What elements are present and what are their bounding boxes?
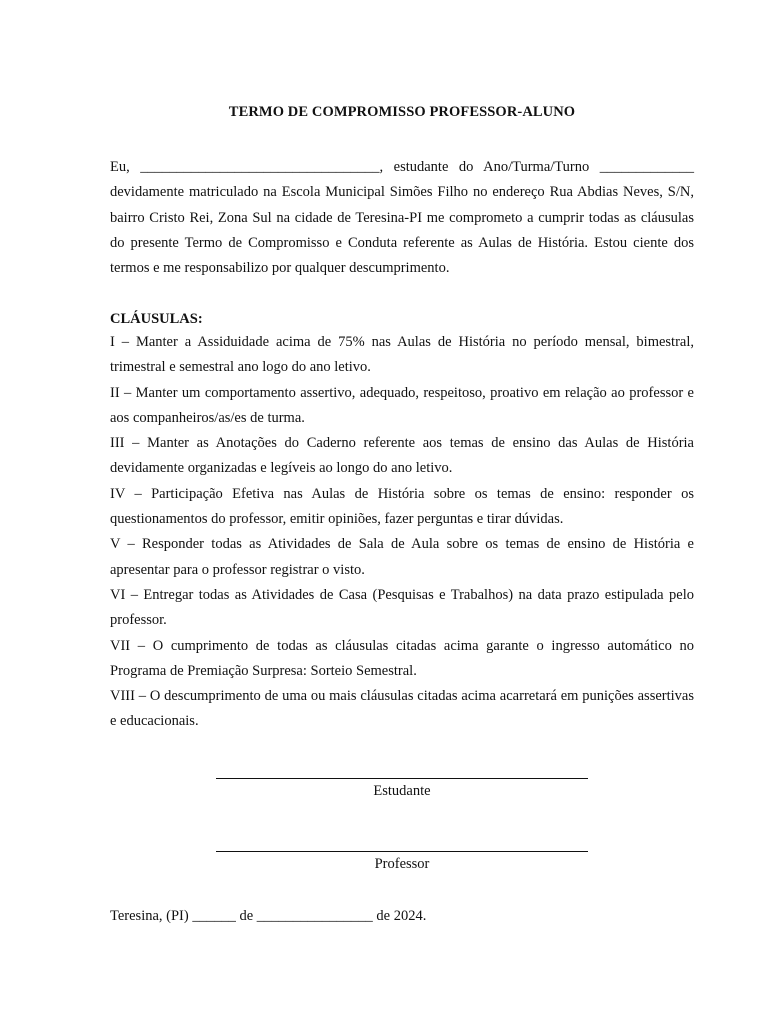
student-signature-line: [216, 778, 588, 779]
intro-paragraph: Eu, _________________________________, estudante do Ano/Turma/Turno _____________ devidamente matriculado na Escola Municipal Simões Filho no endereço Rua Abdias Neves, S/N, bairro Cristo Rei, Zona Sul na cidade de Teresina-PI me comprometo a cumprir todas as cláusulas do presente Termo de Compromisso e Conduta referente as Aulas de História. Estou ciente dos termos e me responsabilizo por qualquer descumprimento.: [110, 159, 694, 277]
clauses-heading: CLÁUSULAS:: [110, 311, 203, 327]
clause-item: IV – Participação Efetiva nas Aulas de História sobre os temas de ensino: responder os questionamentos do professor, emitir opiniões, fazer perguntas e tirar dúvidas.: [110, 485, 694, 528]
clause-item: I – Manter a Assiduidade acima de 75% nas Aulas de História no período mensal, bimestral, trimestral e semestral ano logo do ano letivo.: [110, 334, 694, 376]
professor-signature-label: Professor: [374, 856, 430, 872]
clauses-list: [110, 330, 694, 735]
clause-item: II – Manter um comportamento assertivo, adequado, respeitoso, proativo em relação ao professor e aos companheiros/as/es de turma.: [110, 384, 694, 426]
place-date-line: Teresina, (PI) ______ de ________________ de 2024.: [110, 908, 427, 924]
clause-item: VIII – O descumprimento de uma ou mais cláusulas citadas acima acarretará em punições assertivas e educacionais.: [110, 688, 694, 730]
document-page: [110, 0, 694, 1024]
professor-signature: [216, 851, 588, 874]
clause-item: VI – Entregar todas as Atividades de Casa (Pesquisas e Trabalhos) na data prazo estipulada pelo professor.: [110, 586, 694, 629]
professor-signature-line: [216, 851, 588, 852]
student-signature-label: Estudante: [373, 783, 431, 799]
student-signature: [216, 778, 588, 801]
document-title: TERMO DE COMPROMISSO PROFESSOR-ALUNO: [228, 104, 576, 120]
clause-item: V – Responder todas as Atividades de Sala de Aula sobre os temas de ensino de História e apresentar para o professor registrar o visto.: [110, 536, 694, 578]
clause-item: III – Manter as Anotações do Caderno referente aos temas de ensino das Aulas de História devidamente organizadas e legíveis ao longo do ano letivo.: [110, 435, 694, 477]
clause-item: VII – O cumprimento de todas as cláusulas citadas acima garante o ingresso automático no Programa de Premiação Surpresa: Sorteio Semestral.: [110, 637, 694, 679]
